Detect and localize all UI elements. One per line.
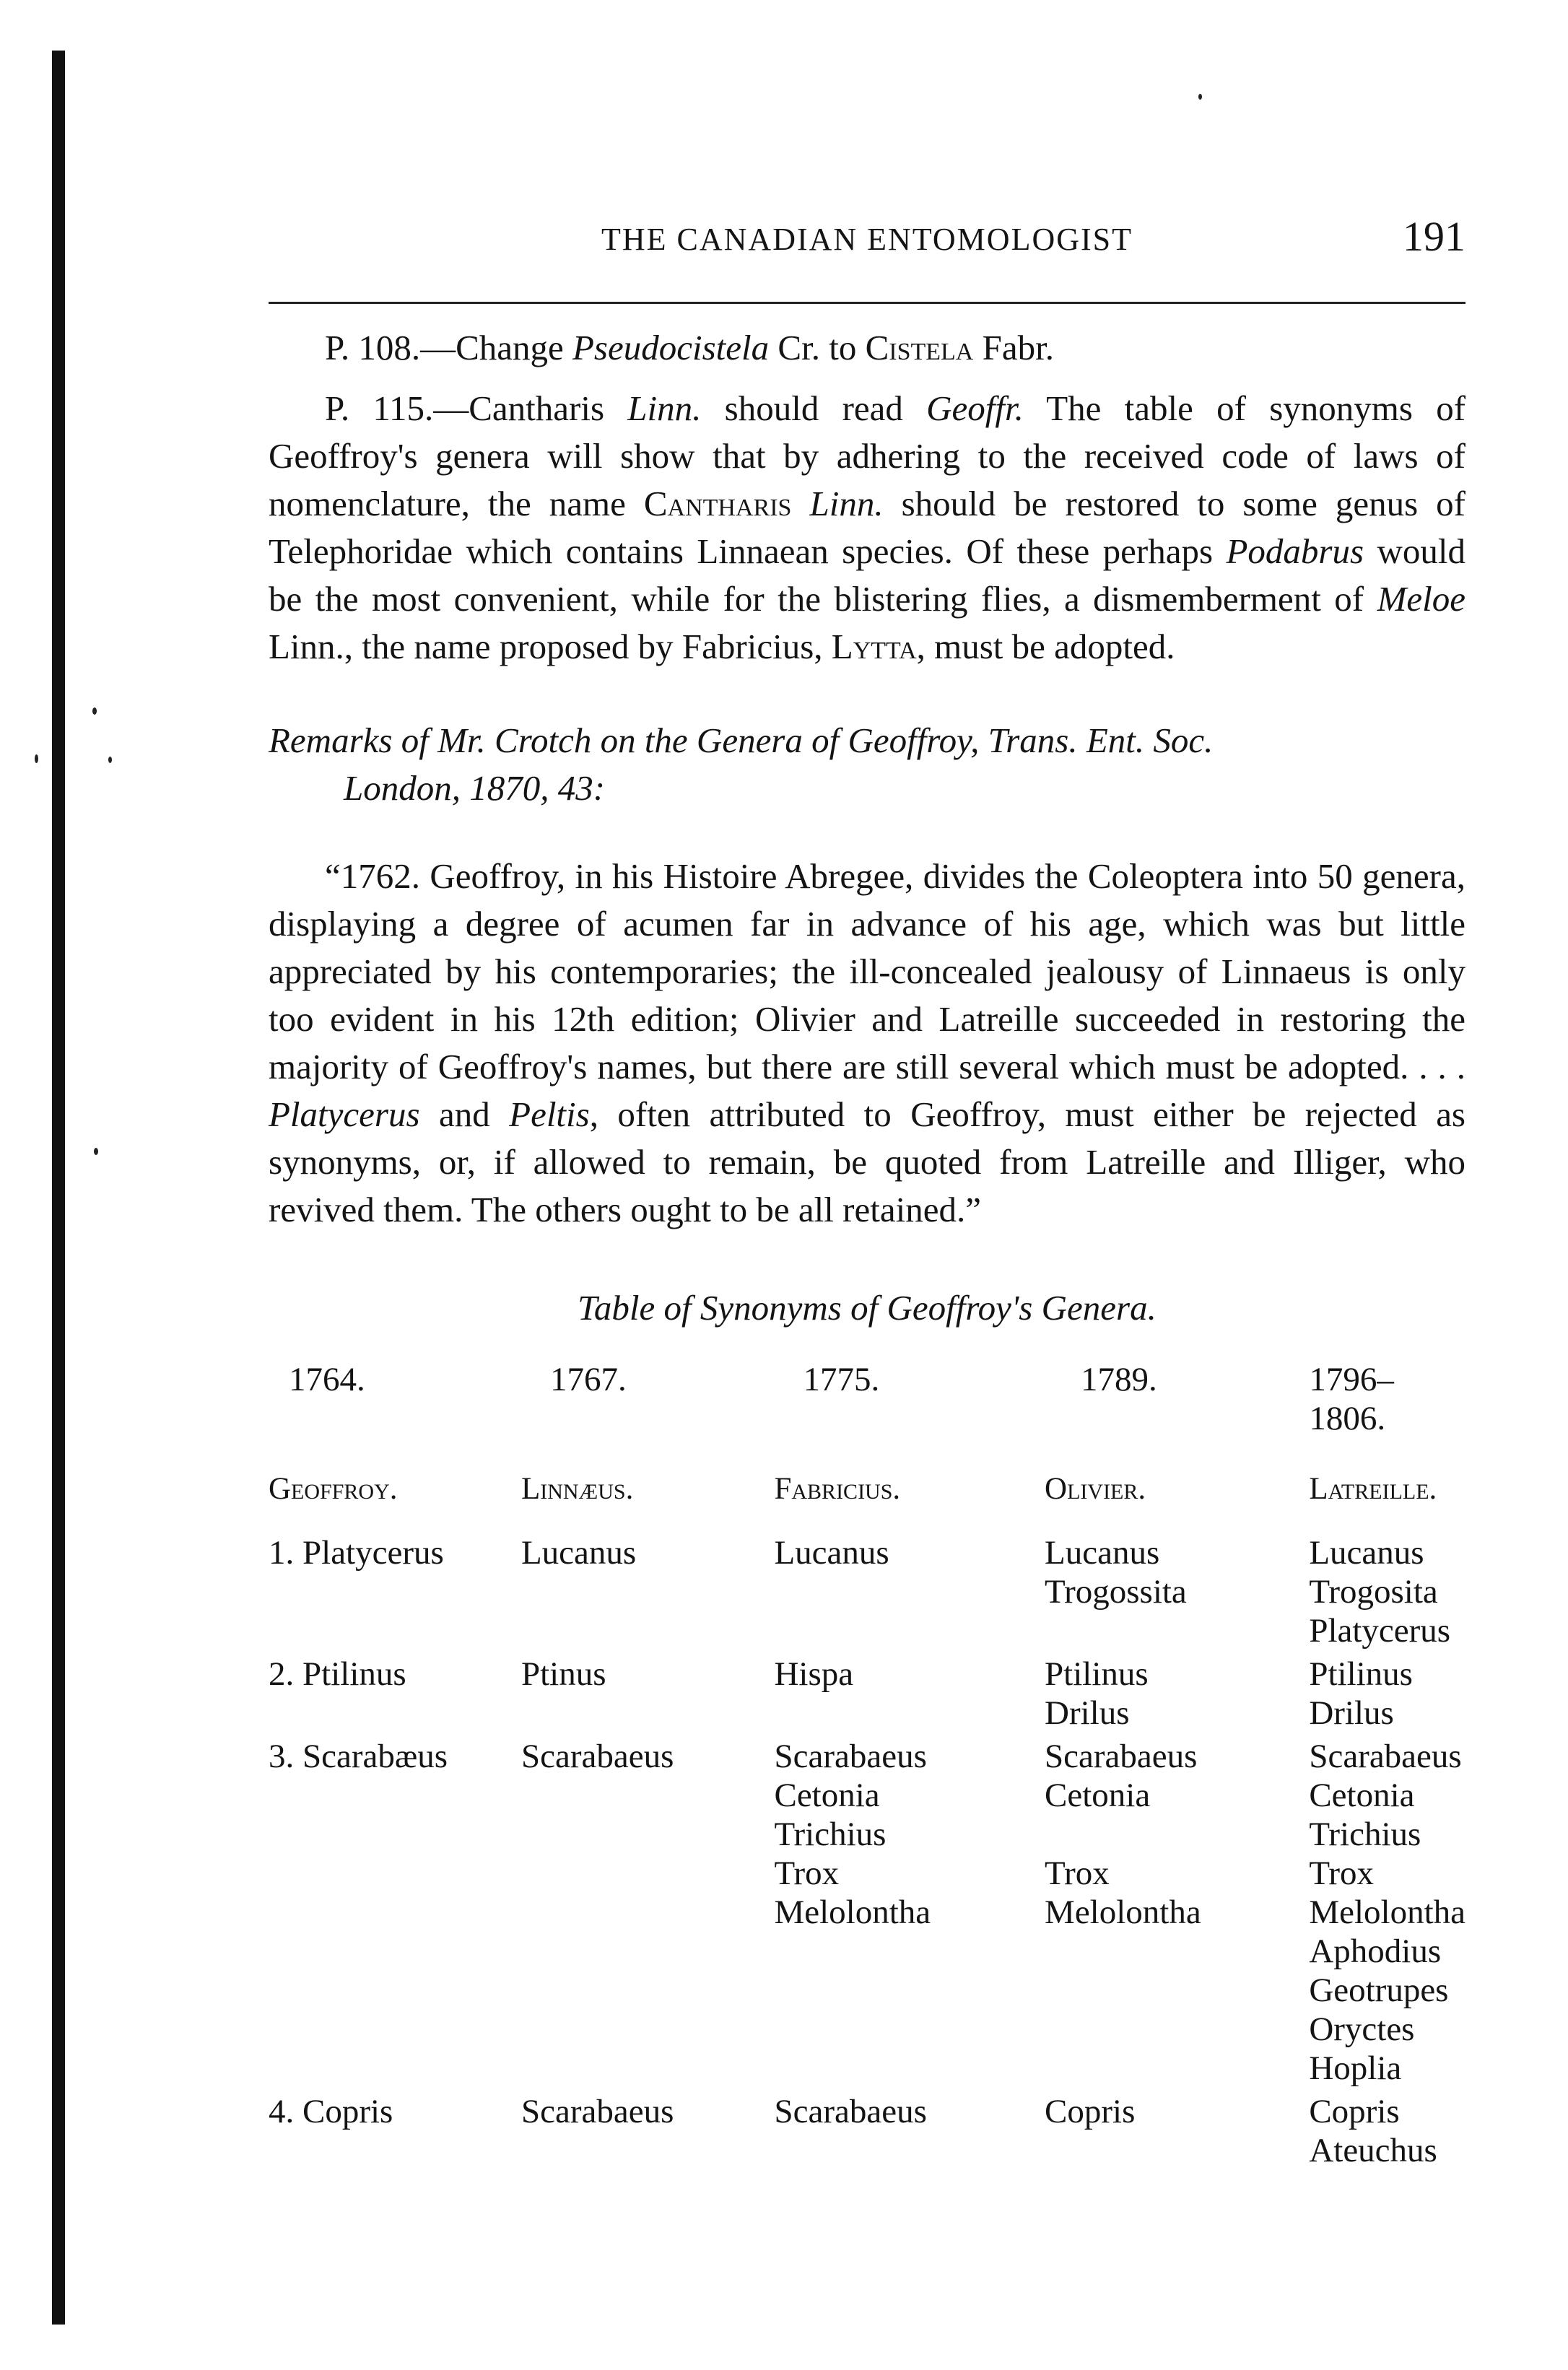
- text-run: , must be adopted.: [916, 627, 1175, 666]
- year-cell: 1767.: [549, 1361, 627, 1398]
- genus-entry: Oryctes: [1309, 2010, 1415, 2048]
- table-cell-linnaeus: [521, 1655, 775, 1737]
- genus-entry: Ptilinus: [1309, 1655, 1413, 1693]
- genus-entry: Trox: [774, 1855, 840, 1892]
- author-abbrev: Linn.: [627, 388, 702, 428]
- genus-entry: Copris: [1309, 2093, 1400, 2130]
- author-abbrev: Linn.: [809, 484, 884, 523]
- table-cell-latreille: [1305, 1655, 1465, 1737]
- genus-entry: Cetonia: [774, 1777, 880, 1814]
- genus-entry: Trichius: [1309, 1816, 1421, 1853]
- year-cell: 1775.: [803, 1361, 880, 1398]
- scan-speck: [1198, 94, 1202, 100]
- author-abbrev: Geoffr.: [926, 388, 1024, 428]
- table-cell-fabricius: [774, 1655, 1030, 1737]
- running-head: THE CANADIAN ENTOMOLOGIST: [601, 222, 1133, 257]
- text-run: “1762. Geoffroy, in his Histoire Abregee, divides the Coleoptera into 50 genera, displaying a degree of acumen far in advance of his age, which was but little appreciated by his contemporaries; the ill-concealed jealousy of Linnaeus is only too evident in his 12th edition; Olivier and Latreille succeeded in restoring the majority of Geoffroy's names, but there are still several which must be adopted. . . .: [269, 856, 1465, 1086]
- genus-entry: 4. Copris: [269, 2093, 393, 2130]
- genus-entry: Scarabaeus: [1045, 1738, 1198, 1775]
- remarks-line: London, 1870, 43:: [344, 768, 606, 808]
- genus-entry: Scarabaeus: [774, 1738, 927, 1775]
- genus-name: Cantharis: [643, 484, 792, 523]
- remarks-line: Remarks of Mr. Crotch on the Genera of Geoffroy, Trans. Ent. Soc.: [269, 720, 1214, 760]
- header-rule: [269, 302, 1465, 304]
- table-cell-olivier: [1030, 2092, 1305, 2174]
- genus-entry: Trogossita: [1045, 1573, 1187, 1611]
- genus-entry: Lucanus: [1045, 1534, 1160, 1572]
- scan-speck: [108, 757, 112, 763]
- genus-entry: Lucanus: [774, 1534, 889, 1572]
- table-author-row: [269, 1470, 1465, 1533]
- table-cell-fabricius: [774, 2092, 1030, 2174]
- genus-name: Platycerus: [269, 1094, 420, 1134]
- year-cell: 1764.: [289, 1361, 365, 1398]
- table-cell-fabricius: [774, 1737, 1030, 2092]
- table-row: [269, 1737, 1465, 2092]
- table-cell-latreille: [1305, 2092, 1465, 2174]
- page-number: 191: [1403, 213, 1465, 260]
- genus-entry: Ptinus: [521, 1655, 606, 1693]
- table-title: Table of Synonyms of Geoffroy's Genera.: [578, 1288, 1157, 1328]
- text-run: The table of synonyms of Geoffroy's genera will show that by adhering to the received code of laws of nomenclature, the name: [269, 388, 1466, 523]
- text-run: Fabr.: [973, 328, 1054, 367]
- author-cell: Linnæus.: [521, 1472, 634, 1506]
- genus-entry: 3. Scarabæus: [269, 1738, 448, 1775]
- genus-name: Meloe: [1377, 579, 1465, 619]
- synonyms-table-body: [269, 1360, 1465, 2174]
- table-cell-olivier: [1030, 1533, 1305, 1655]
- genus-name: Pseudocistela: [572, 328, 770, 367]
- table-cell-fabricius: [774, 1533, 1030, 1655]
- genus-entry: Ptilinus: [1045, 1655, 1149, 1693]
- genus-entry: Drilus: [1045, 1694, 1130, 1732]
- scan-binding-edge: [52, 51, 65, 2325]
- genus-entry: Trogosita: [1309, 1573, 1438, 1611]
- text-run: should be restored to some genus of Telephoridae which contains Linnaean species. Of these perhaps: [269, 484, 1465, 571]
- genus-entry: Scarabaeus: [521, 1738, 674, 1775]
- genus-entry: Trichius: [774, 1816, 887, 1853]
- quote-paragraph: [269, 853, 1465, 1234]
- genus-entry: 1. Platycerus: [269, 1534, 444, 1572]
- paragraph-p115: [269, 385, 1465, 671]
- table-cell-geoffroy: [269, 1533, 521, 1655]
- text-run: should read: [701, 388, 927, 428]
- genus-entry: Melolontha: [1309, 1894, 1465, 1931]
- scan-speck: [92, 707, 97, 715]
- genus-entry: Drilus: [1309, 1694, 1394, 1732]
- table-row: [269, 2092, 1465, 2174]
- genus-entry: Trox: [1309, 1855, 1375, 1892]
- paragraph-p108: [269, 324, 1465, 372]
- genus-entry: Geotrupes: [1309, 1972, 1449, 2009]
- table-cell-linnaeus: [521, 1737, 775, 2092]
- text-run: P. 108.—Change: [325, 328, 572, 367]
- author-cell: Latreille.: [1309, 1472, 1437, 1506]
- genus-entry: Scarabaeus: [1309, 1738, 1462, 1775]
- genus-entry: Scarabaeus: [521, 2093, 674, 2130]
- genus-entry: Aphodius: [1309, 1933, 1442, 1970]
- genus-entry: Platycerus: [1309, 1612, 1451, 1650]
- genus-entry: Melolontha: [1045, 1894, 1201, 1931]
- genus-entry: Trox: [1045, 1855, 1110, 1892]
- genus-entry: Cetonia: [1045, 1777, 1151, 1814]
- scan-speck: [35, 754, 38, 763]
- genus-entry: Ateuchus: [1309, 2132, 1437, 2169]
- table-year-row: [269, 1360, 1465, 1470]
- genus-name: Lytta: [831, 627, 917, 666]
- year-cell: 1789.: [1081, 1361, 1157, 1398]
- genus-entry: Copris: [1045, 2093, 1136, 2130]
- table-cell-linnaeus: [521, 2092, 775, 2174]
- text-run: and: [419, 1094, 510, 1134]
- year-cell: 1796–1806.: [1309, 1361, 1394, 1437]
- text-run: , often attributed to Geoffroy, must either be rejected as synonyms, or, if allowed to remain, be quoted from Latreille and Illiger, who revived them. The others ought to be all retained.”: [269, 1094, 1466, 1229]
- page-header: [269, 213, 1465, 267]
- table-cell-olivier: [1030, 1737, 1305, 2092]
- genus-entry: Cetonia: [1309, 1777, 1415, 1814]
- table-cell-olivier: [1030, 1655, 1305, 1737]
- genus-entry: 2. Ptilinus: [269, 1655, 406, 1693]
- text-run: Linn., the name proposed by Fabricius,: [269, 627, 832, 666]
- genus-entry: Lucanus: [521, 1534, 637, 1572]
- scan-speck: [94, 1148, 98, 1155]
- table-cell-linnaeus: [521, 1533, 775, 1655]
- table-row: [269, 1655, 1465, 1737]
- book-page: [269, 213, 1466, 2174]
- genus-entry: Hoplia: [1309, 2049, 1402, 2087]
- genus-entry: Lucanus: [1309, 1534, 1424, 1572]
- genus-entry: Melolontha: [774, 1894, 931, 1931]
- genus-entry: Hispa: [774, 1655, 854, 1693]
- author-cell: Fabricius.: [774, 1472, 901, 1506]
- table-cell-geoffroy: [269, 1655, 521, 1737]
- genus-name: Cistela: [865, 328, 974, 367]
- synonyms-table: [269, 1360, 1465, 2174]
- table-cell-latreille: [1305, 1737, 1465, 2092]
- table-row: [269, 1533, 1465, 1655]
- text-run: [791, 484, 809, 523]
- text-run: Cr. to: [769, 328, 866, 367]
- remarks-heading: [269, 717, 1465, 812]
- author-cell: Geoffroy.: [269, 1472, 398, 1506]
- table-cell-geoffroy: [269, 1737, 521, 2092]
- text-run: would be the most convenient, while for the blistering flies, a dismemberment of: [269, 531, 1465, 619]
- text-run: P. 115.—Cantharis: [325, 388, 628, 428]
- genus-name: Peltis: [509, 1094, 590, 1134]
- genus-entry: [1045, 1815, 1305, 1854]
- author-cell: Olivier.: [1045, 1472, 1146, 1506]
- genus-entry: Scarabaeus: [774, 2093, 927, 2130]
- table-cell-geoffroy: [269, 2092, 521, 2174]
- table-cell-latreille: [1305, 1533, 1465, 1655]
- genus-name: Podabrus: [1226, 531, 1364, 571]
